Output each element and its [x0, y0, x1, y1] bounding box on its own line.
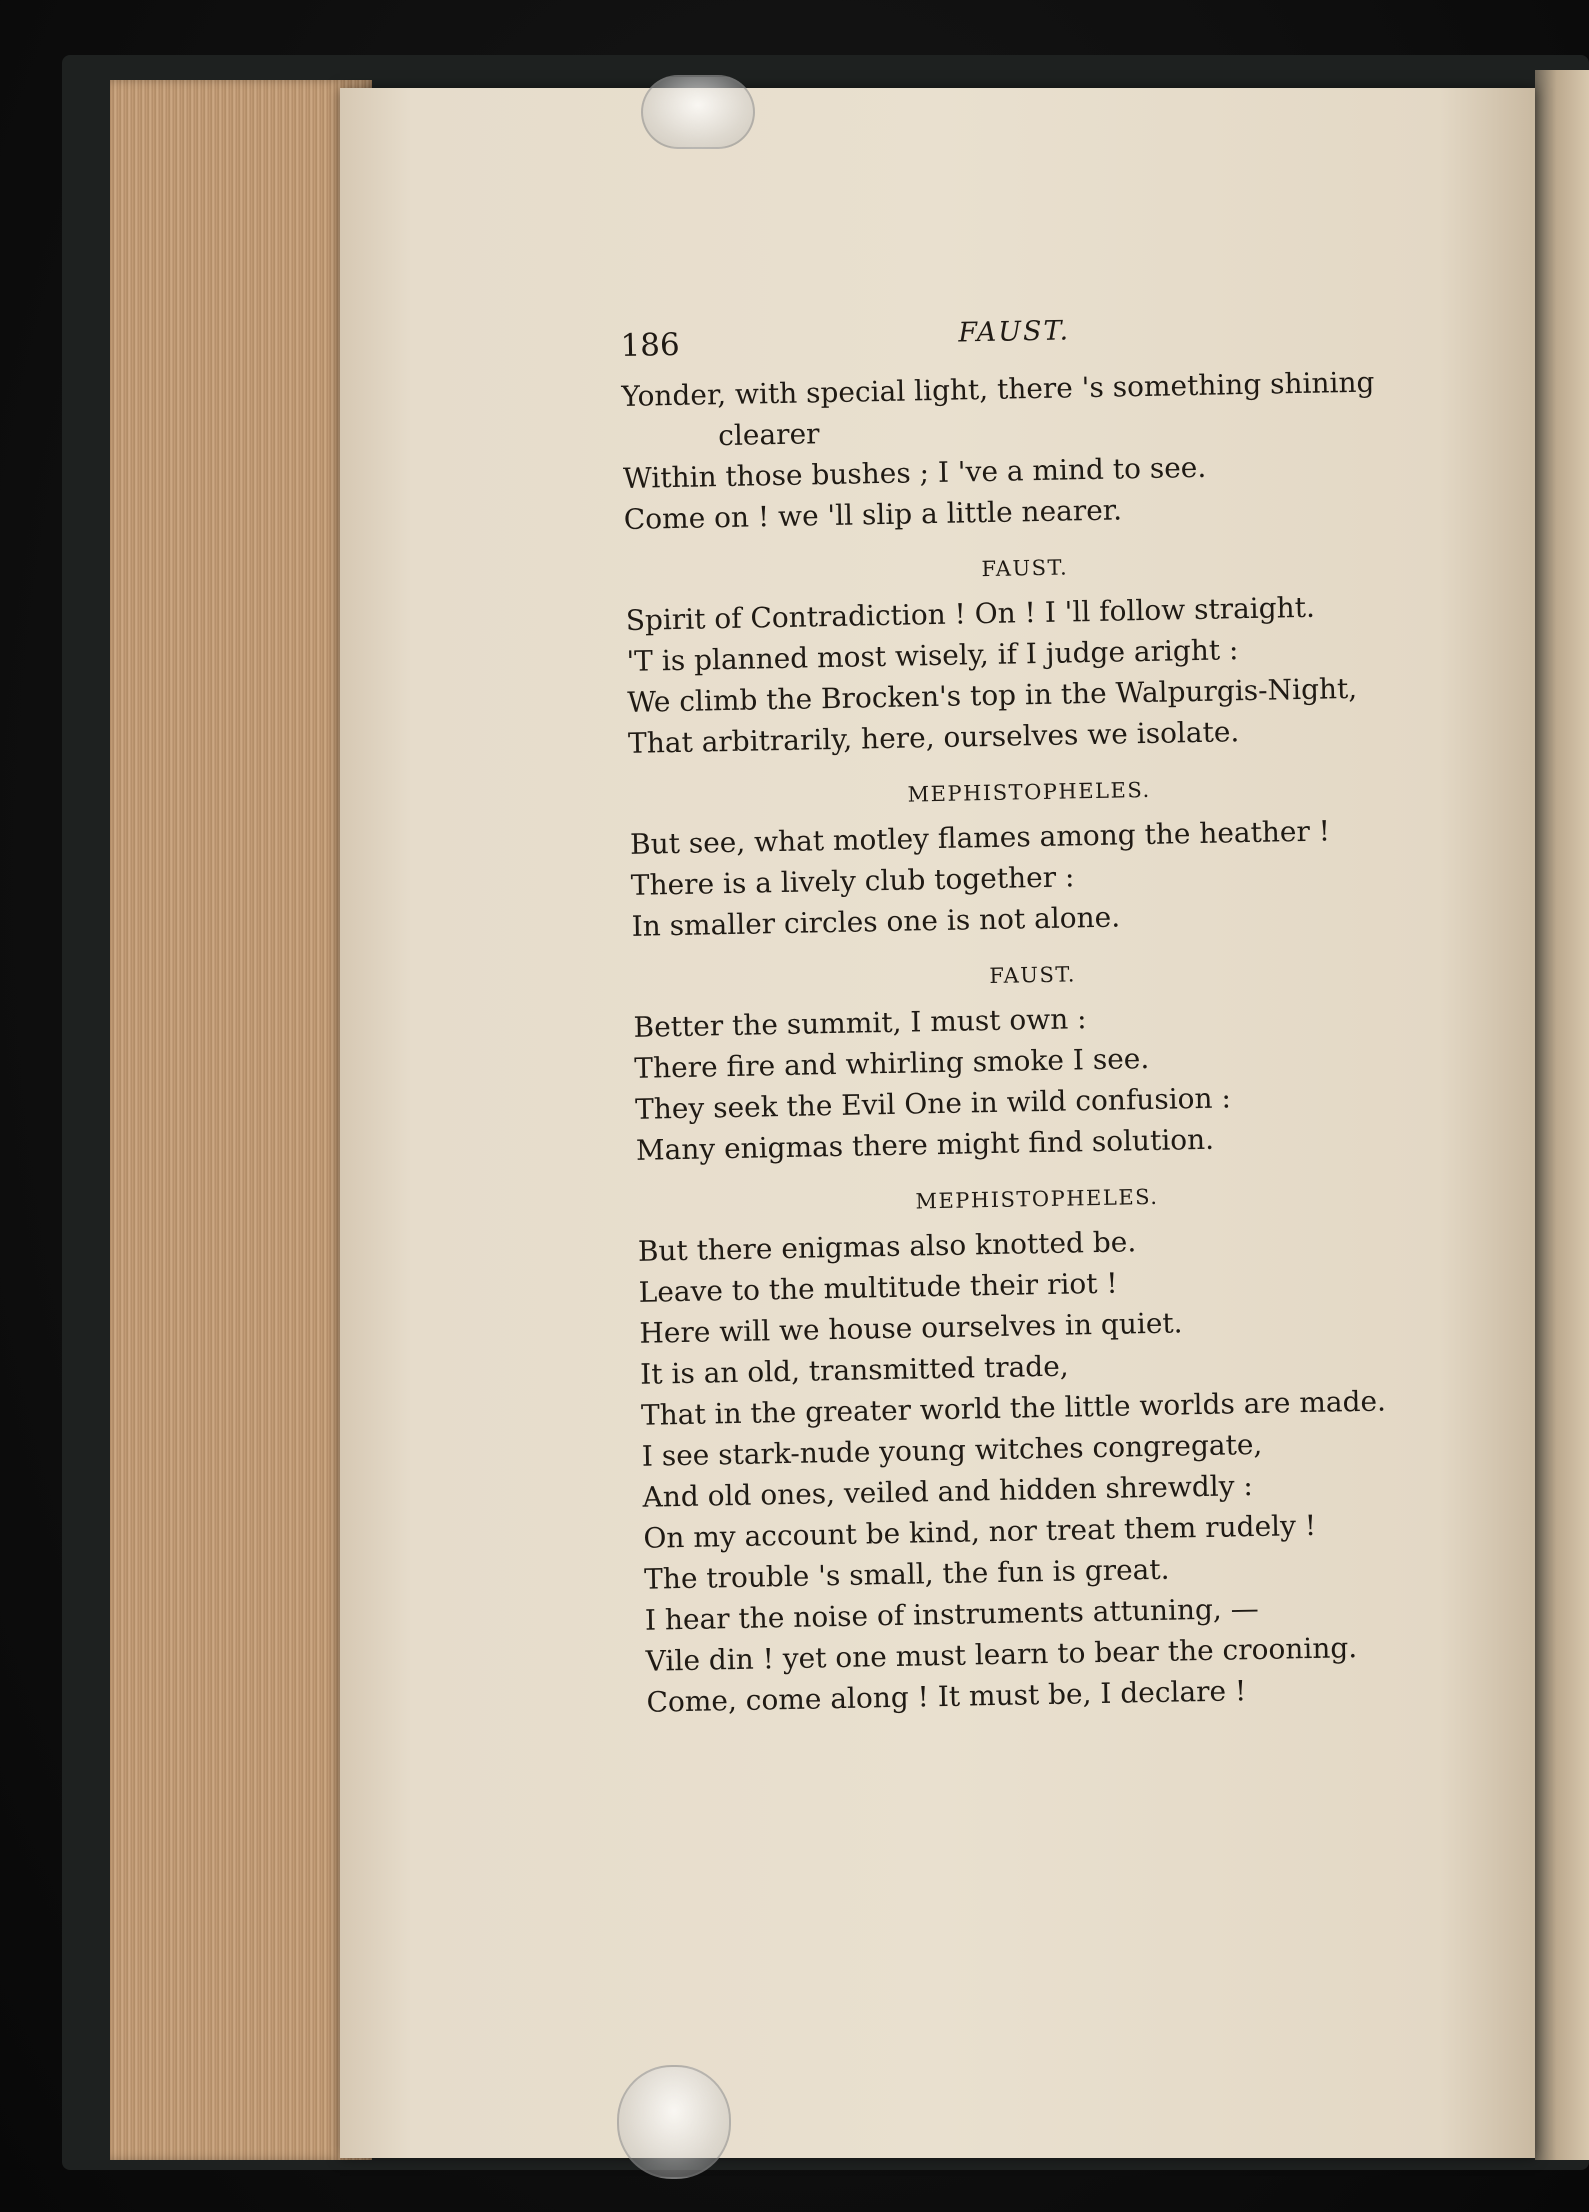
facing-page-edge — [1535, 70, 1589, 2160]
verse-line: That arbitrarily, here, ourselves we isolate. — [627, 715, 1240, 760]
page-number: 186 — [620, 326, 681, 364]
verse-line: On my account be kind, nor treat them rudely ! — [643, 1508, 1317, 1555]
verse-line: Many enigmas there might find solution. — [635, 1122, 1215, 1167]
verse-line: I see stark-nude young witches congregate, — [641, 1427, 1263, 1473]
stanza — [625, 549, 1429, 764]
stanza — [629, 773, 1432, 947]
verse-line: I hear the noise of instruments attuning, — — [644, 1591, 1259, 1637]
verse-line: There fire and whirling smoke I see. — [634, 1041, 1150, 1085]
verse-line: There is a lively club together : — [630, 860, 1075, 902]
verse-line: Yonder, with special light, there 's something shining — [621, 365, 1375, 413]
verse-line: The trouble 's small, the fun is great. — [643, 1552, 1170, 1596]
verse-line-continuation: clearer — [717, 417, 820, 453]
verse-line: But there enigmas also knotted be. — [637, 1225, 1137, 1268]
verse-line: Vile din ! yet one must learn to bear the crooning. — [645, 1631, 1358, 1678]
running-title: FAUST. — [958, 315, 1071, 349]
stanza — [637, 1179, 1447, 1722]
page-clip-bottom — [617, 2065, 731, 2179]
page-text — [620, 305, 1447, 1723]
stanza — [632, 956, 1436, 1171]
page-edges — [110, 80, 372, 2160]
speaker-name: FAUST. — [981, 555, 1069, 582]
verse-line: But see, what motley flames among the heather ! — [629, 814, 1331, 861]
verse-line: That in the greater world the little worlds are made. — [640, 1384, 1387, 1432]
verse-line: We climb the Brocken's top in the Walpurgis-Night, — [627, 671, 1358, 719]
verse-line: Here will we house ourselves in quiet. — [639, 1306, 1183, 1350]
verse-line: In smaller circles one is not alone. — [631, 900, 1121, 943]
verse-line: Come on ! we 'll slip a little nearer. — [623, 493, 1123, 536]
verse-line: 'T is planned most wisely, if I judge aright : — [626, 633, 1239, 678]
speaker-name: MEPHISTOPHELES. — [915, 1184, 1159, 1214]
speaker-name: FAUST. — [989, 962, 1077, 989]
verse-line: Within those bushes ; I 've a mind to see. — [622, 450, 1207, 495]
verse-line: And old ones, veiled and hidden shrewdly : — [642, 1469, 1254, 1514]
verse-line: It is an old, transmitted trade, — [639, 1349, 1069, 1391]
verse-line: They seek the Evil One in wild confusion : — [634, 1081, 1232, 1126]
verse-line: Better the summit, I must own : — [633, 1002, 1087, 1044]
verse-line: Leave to the multitude their riot ! — [638, 1266, 1118, 1309]
stanza — [621, 361, 1424, 540]
verse-line: Spirit of Contradiction ! On ! I 'll follow straight. — [625, 590, 1316, 637]
verse-line: Come, come along ! It must be, I declare ! — [646, 1674, 1247, 1719]
speaker-name: MEPHISTOPHELES. — [907, 777, 1151, 807]
page-clip-top — [641, 75, 755, 149]
